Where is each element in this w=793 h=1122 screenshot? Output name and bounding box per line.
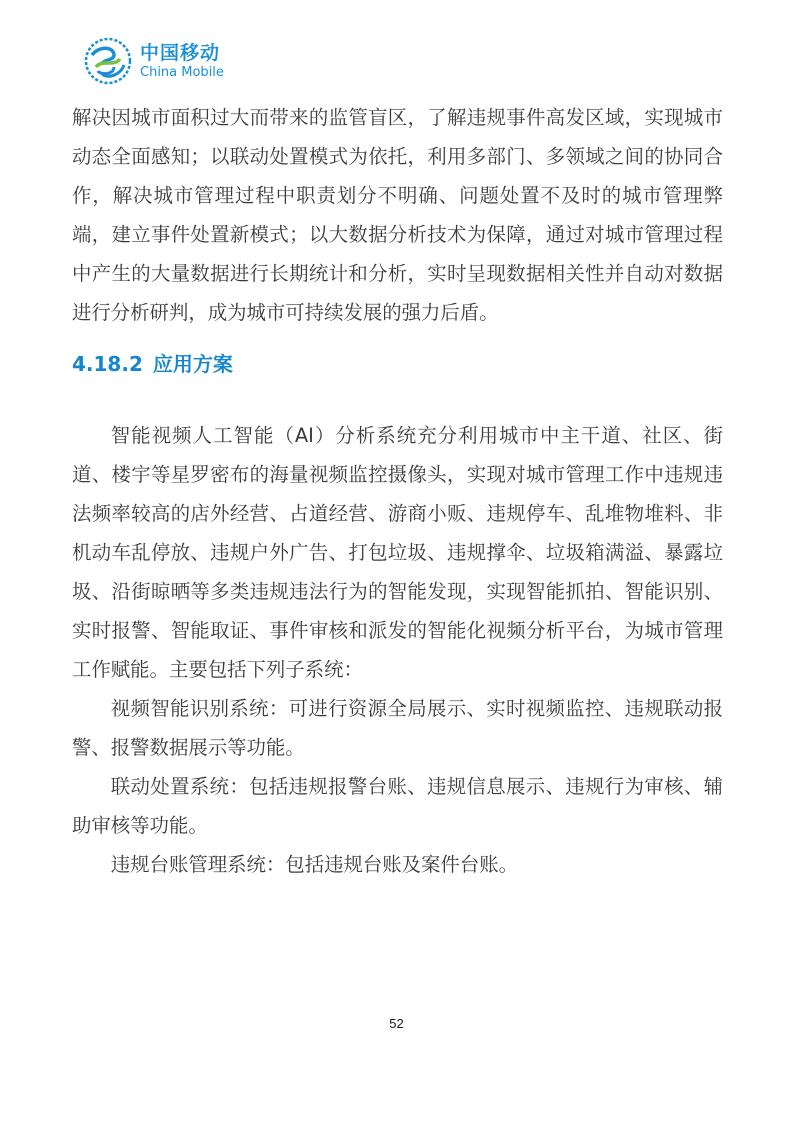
page-header	[84, 36, 224, 86]
china-mobile-logo-icon	[84, 37, 132, 85]
body-paragraph: 解决因城市面积过大而带来的监管盲区，了解违规事件高发区域，实现城市动态全面感知；以联动处置模式为依托，利用多部门、多领域之间的协同合作，解决城市管理过程中职责划分不明确、问题处置不及时的城市管理弊端，建立事件处置新模式；以大数据分析技术为保障，通过对城市管理过程中产生的大量数据进行长期统计和分析，实时呈现数据相关性并自动对数据进行分析研判，成为城市可持续发展的强力后盾。	[72, 106, 723, 324]
subsystem-paragraph: 违规台账管理系统：包括违规台账及案件台账。	[110, 853, 518, 876]
brand-name-en: China Mobile	[140, 64, 224, 80]
brand-name	[140, 41, 224, 80]
section-number: 4.18.2	[72, 352, 143, 376]
brand-name-cn: 中国移动	[140, 41, 221, 64]
page-number: 52	[389, 1016, 404, 1031]
section-heading	[72, 350, 723, 378]
document-body	[72, 98, 723, 884]
body-paragraph: 智能视频人工智能（AI）分析系统充分利用城市中主干道、社区、街道、楼宇等星罗密布的海量视频监控摄像头，实现对城市管理工作中违规违法频率较高的店外经营、占道经营、游商小贩、违规停车、乱堆物堆料、非机动车乱停放、违规户外广告、打包垃圾、违规撑伞、垃圾箱满溢、暴露垃圾、沿街晾晒等多类违规违法行为的智能发现，实现智能抓拍、智能识别、实时报警、智能取证、事件审核和派发的智能化视频分析平台，为城市管理工作赋能。主要包括下列子系统：	[72, 424, 723, 681]
subsystem-paragraph: 视频智能识别系统：可进行资源全局展示、实时视频监控、违规联动报警、报警数据展示等功能。	[72, 697, 723, 759]
subsystem-paragraph: 联动处置系统：包括违规报警台账、违规信息展示、违规行为审核、辅助审核等功能。	[72, 775, 723, 837]
section-title: 应用方案	[152, 352, 233, 376]
